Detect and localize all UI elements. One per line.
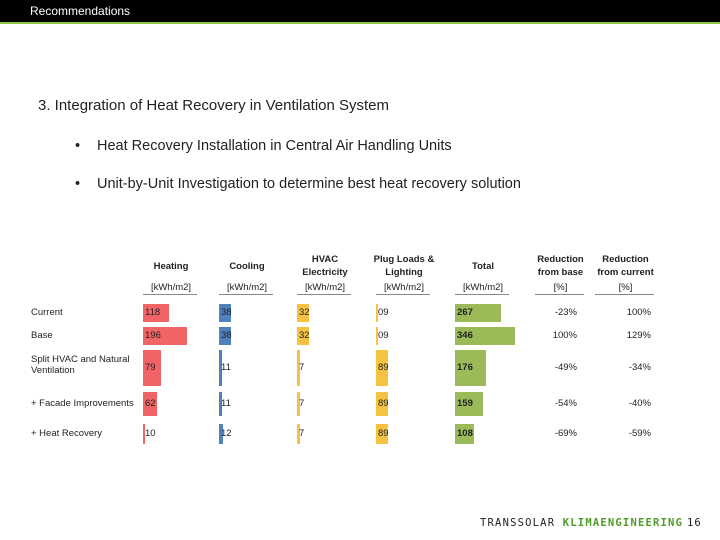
- bullet-text: Heat Recovery Installation in Central Air Handling Units: [97, 138, 452, 154]
- company-name-part1: TRANSSOLAR: [480, 517, 556, 529]
- hvac-value: 32: [299, 330, 310, 341]
- cooling-value: 38: [221, 330, 232, 341]
- column-header-rule: [376, 294, 430, 295]
- column-header-rule: [219, 294, 273, 295]
- company-name-part2: KLIMAENGINEERING: [562, 517, 684, 529]
- reduction-from-current-value: -40%: [628, 398, 651, 409]
- cooling-value: 11: [221, 398, 231, 409]
- heating-value: 196: [145, 330, 161, 341]
- reduction-from-current-value: -59%: [628, 428, 651, 439]
- plug-value: 89: [378, 428, 389, 439]
- column-header-rule: [143, 294, 197, 295]
- plug-value: 89: [378, 398, 389, 409]
- reduction-from-current-value: -34%: [628, 362, 651, 373]
- reduction-from-current-value: 129%: [626, 330, 651, 341]
- cooling-value: 12: [221, 428, 232, 439]
- heating-value: 118: [145, 307, 161, 318]
- hvac-value: 7: [299, 398, 305, 409]
- column-header-line1: Cooling: [229, 261, 265, 272]
- column-header-rule: [455, 294, 509, 295]
- total-value: 267: [457, 307, 473, 318]
- total-value: 346: [457, 330, 473, 341]
- row-label: Base: [31, 330, 53, 341]
- bullet-dot: •: [75, 138, 81, 154]
- section-heading: 3. Integration of Heat Recovery in Ventilation System: [38, 97, 390, 114]
- column-header-line2: from current: [597, 267, 654, 278]
- column-header-line1: Reduction: [602, 254, 649, 265]
- column-unit: [%]: [553, 282, 568, 293]
- heating-value: 62: [145, 398, 156, 409]
- cooling-value: 38: [221, 307, 232, 318]
- column-header-line1: Heating: [153, 261, 189, 272]
- row-label: + Facade Improvements: [31, 398, 134, 409]
- reduction-from-base-value: -23%: [554, 307, 577, 318]
- bullet-item: [75, 176, 521, 192]
- column-unit: [kWh/m2]: [150, 282, 192, 293]
- column-unit: [kWh/m2]: [462, 282, 504, 293]
- reduction-from-current-value: 100%: [626, 307, 651, 318]
- column-unit: [kWh/m2]: [383, 282, 425, 293]
- reduction-from-base-value: -49%: [554, 362, 577, 373]
- top-bar-accent-line: [0, 22, 720, 24]
- total-value: 176: [457, 362, 473, 373]
- row-label: Split HVAC and Natural Ventilation: [31, 354, 130, 376]
- column-header-line1: Total: [472, 261, 494, 272]
- plug-value: 89: [378, 362, 389, 373]
- bullet-dot: •: [75, 176, 81, 192]
- total-value: 159: [457, 398, 473, 409]
- plug-value: 09: [378, 330, 389, 341]
- column-unit: [%]: [618, 282, 633, 293]
- column-header-line2: Lighting: [385, 267, 423, 278]
- column-unit: [kWh/m2]: [304, 282, 346, 293]
- hvac-value: 7: [299, 362, 305, 373]
- page-number: 16: [687, 517, 702, 529]
- row-label: Current: [31, 307, 63, 318]
- reduction-from-base-value: -54%: [554, 398, 577, 409]
- column-header-line1: Plug Loads &: [373, 254, 435, 265]
- bullet-text: Unit-by-Unit Investigation to determine best heat recovery solution: [97, 176, 521, 192]
- row-label: + Heat Recovery: [31, 428, 103, 439]
- bullet-item: [75, 138, 452, 154]
- plug-value: 09: [378, 307, 389, 318]
- heating-value: 79: [145, 362, 156, 373]
- column-header-line1: Reduction: [537, 254, 584, 265]
- column-header-rule: [297, 294, 351, 295]
- total-value: 108: [457, 428, 473, 439]
- hvac-value: 7: [299, 428, 305, 439]
- cooling-value: 11: [221, 362, 231, 373]
- column-header-line1: HVAC: [311, 254, 339, 265]
- footer-company-name: [480, 517, 683, 529]
- slide-section-title: Recommendations: [30, 4, 131, 18]
- reduction-from-base-value: -69%: [554, 428, 577, 439]
- column-header-rule: [595, 294, 654, 295]
- column-header-line2: Electricity: [302, 267, 348, 278]
- hvac-value: 32: [299, 307, 310, 318]
- reduction-from-base-value: 100%: [552, 330, 577, 341]
- heating-value: 10: [145, 428, 156, 439]
- column-unit: [kWh/m2]: [226, 282, 268, 293]
- column-header-rule: [535, 294, 584, 295]
- column-header-line2: from base: [537, 267, 584, 278]
